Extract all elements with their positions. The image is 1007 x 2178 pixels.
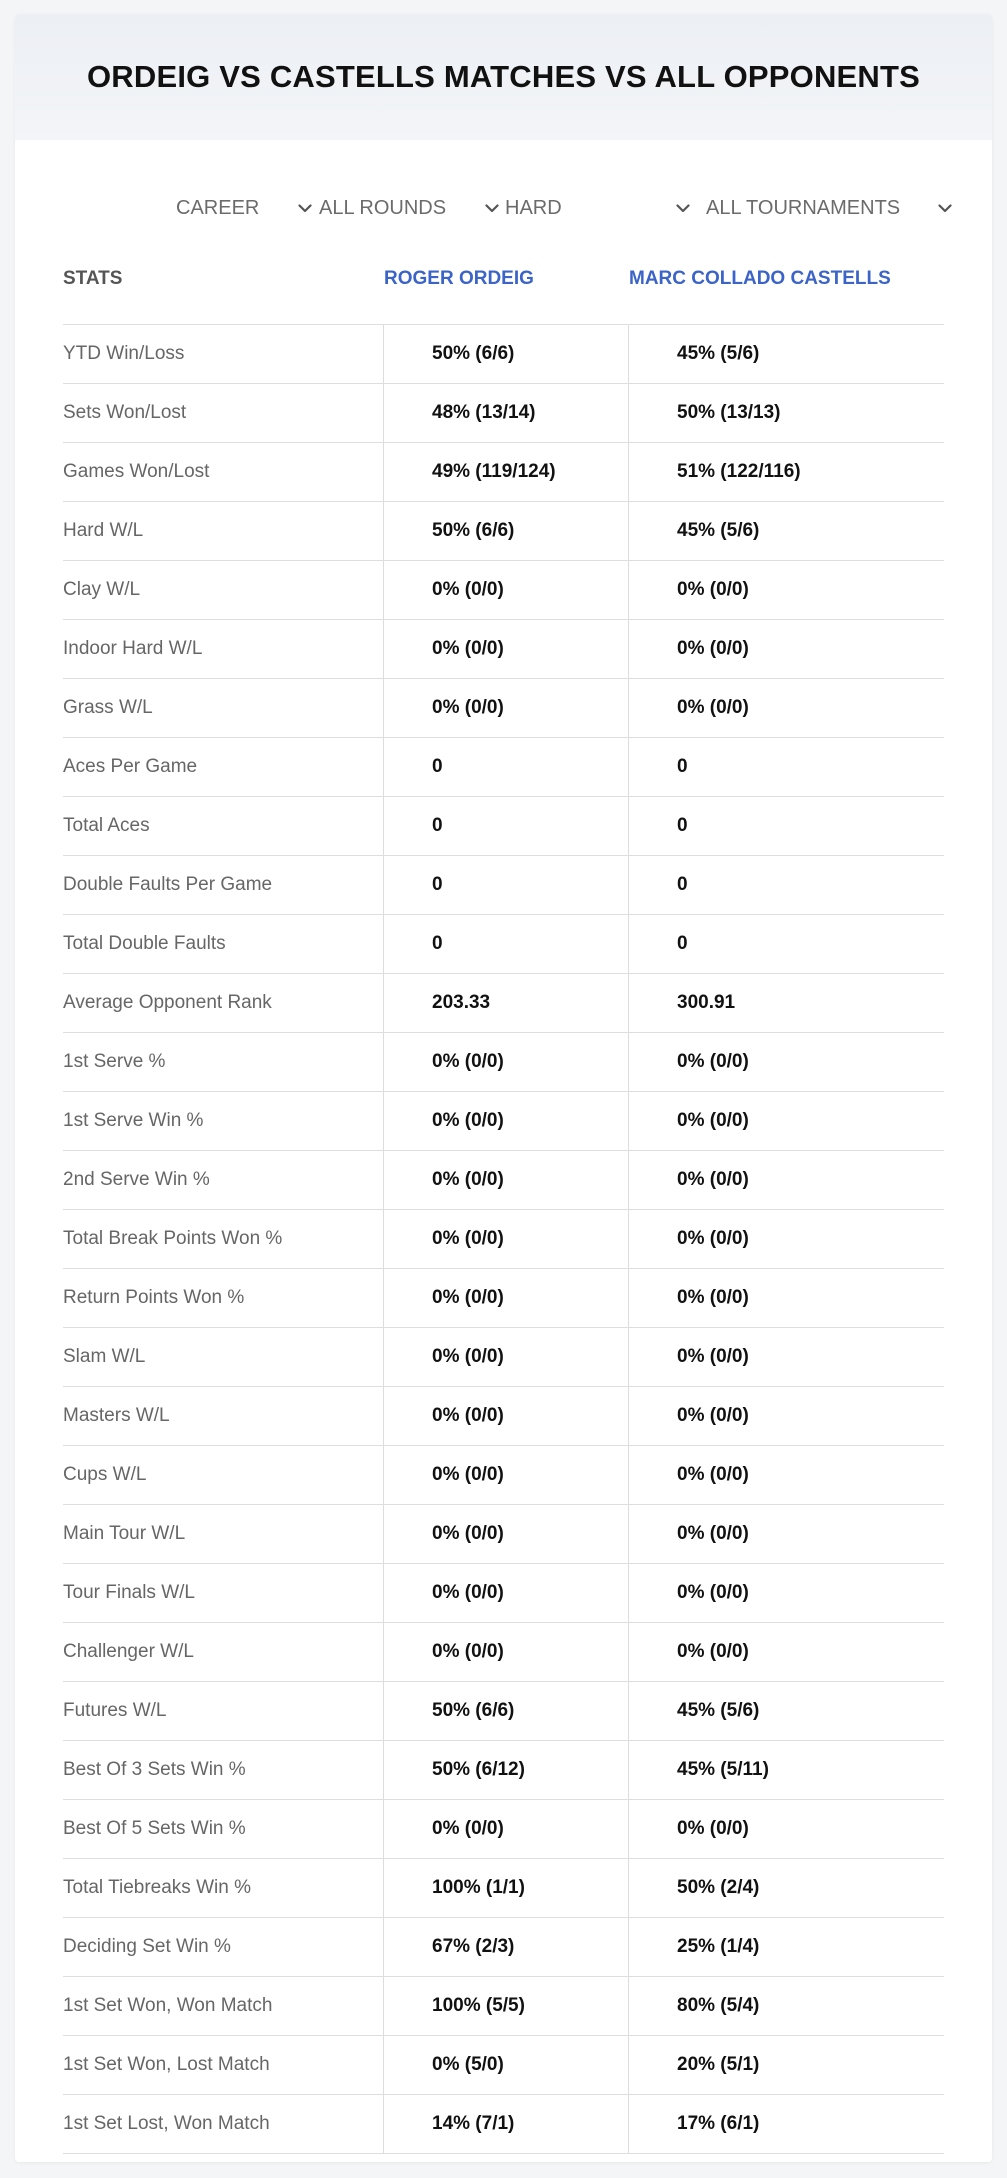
player2-value: 0% (0/0) bbox=[628, 1151, 944, 1209]
table-row bbox=[63, 1918, 944, 1977]
stat-label: YTD Win/Loss bbox=[63, 343, 185, 364]
player1-value: 0% (0/0) bbox=[383, 679, 628, 737]
card-header bbox=[15, 14, 992, 140]
player1-value: 50% (6/6) bbox=[383, 502, 628, 560]
table-row bbox=[63, 1977, 944, 2036]
stat-label: 1st Serve % bbox=[63, 1051, 166, 1072]
stat-label: Challenger W/L bbox=[63, 1641, 194, 1662]
player2-value: 0% (0/0) bbox=[628, 1623, 944, 1681]
stats-card bbox=[15, 14, 992, 2162]
stat-label: Aces Per Game bbox=[63, 756, 198, 777]
player2-value: 80% (5/4) bbox=[628, 1977, 944, 2035]
table-row bbox=[63, 620, 944, 679]
player2-value: 0 bbox=[628, 738, 944, 796]
table-row bbox=[63, 856, 944, 915]
stat-label: Total Aces bbox=[63, 815, 150, 836]
player1-value: 0% (0/0) bbox=[383, 1564, 628, 1622]
stat-label: Masters W/L bbox=[63, 1405, 170, 1426]
table-row bbox=[63, 1564, 944, 1623]
table-row bbox=[63, 561, 944, 620]
chevron-down-icon bbox=[937, 200, 953, 216]
player1-value: 50% (6/6) bbox=[383, 1682, 628, 1740]
player2-value: 50% (13/13) bbox=[628, 384, 944, 442]
player2-value: 0% (0/0) bbox=[628, 679, 944, 737]
stat-label: Clay W/L bbox=[63, 579, 141, 600]
player1-value: 0 bbox=[383, 856, 628, 914]
stat-label: Main Tour W/L bbox=[63, 1523, 186, 1544]
player2-value: 0 bbox=[628, 856, 944, 914]
stat-label: Futures W/L bbox=[63, 1700, 167, 1721]
filter-surface-label: HARD bbox=[505, 196, 562, 219]
table-row bbox=[63, 1741, 944, 1800]
player2-value: 45% (5/6) bbox=[628, 325, 944, 383]
table-row bbox=[63, 502, 944, 561]
player1-value: 0% (0/0) bbox=[383, 1387, 628, 1445]
filter-tournaments-label: ALL TOURNAMENTS bbox=[706, 196, 901, 219]
player1-value: 0 bbox=[383, 915, 628, 973]
stat-label: 1st Set Won, Won Match bbox=[63, 1995, 273, 2016]
player2-value: 0% (0/0) bbox=[628, 1033, 944, 1091]
player1-value: 14% (7/1) bbox=[383, 2095, 628, 2153]
table-row bbox=[63, 1623, 944, 1682]
player1-value: 0% (0/0) bbox=[383, 1151, 628, 1209]
player1-value: 48% (13/14) bbox=[383, 384, 628, 442]
table-row bbox=[63, 1092, 944, 1151]
filter-rounds-label: ALL ROUNDS bbox=[319, 196, 447, 219]
stat-label: Total Break Points Won % bbox=[63, 1228, 283, 1249]
stats-table bbox=[63, 240, 944, 2154]
player2-value: 0% (0/0) bbox=[628, 1505, 944, 1563]
filter-surface-select[interactable] bbox=[505, 188, 691, 228]
stat-label: Best Of 5 Sets Win % bbox=[63, 1818, 246, 1839]
stat-label: Hard W/L bbox=[63, 520, 144, 541]
filter-career-select[interactable] bbox=[176, 188, 313, 228]
player1-value: 0% (0/0) bbox=[383, 1328, 628, 1386]
table-row bbox=[63, 1033, 944, 1092]
page-title: ORDEIG VS CASTELLS MATCHES VS ALL OPPONENTS bbox=[86, 59, 921, 94]
table-row bbox=[63, 1446, 944, 1505]
stat-label: Double Faults Per Game bbox=[63, 874, 273, 895]
player2-value: 45% (5/6) bbox=[628, 1682, 944, 1740]
player2-value: 51% (122/116) bbox=[628, 443, 944, 501]
column-header-player2[interactable]: MARC COLLADO CASTELLS bbox=[629, 268, 891, 289]
player2-value: 0% (0/0) bbox=[628, 1092, 944, 1150]
player2-value: 45% (5/11) bbox=[628, 1741, 944, 1799]
stat-label: Games Won/Lost bbox=[63, 461, 210, 482]
column-header-player1[interactable]: ROGER ORDEIG bbox=[384, 268, 534, 289]
stat-label: Deciding Set Win % bbox=[63, 1936, 231, 1957]
filter-rounds-select[interactable] bbox=[319, 188, 500, 228]
stat-label: Grass W/L bbox=[63, 697, 153, 718]
player1-value: 0% (0/0) bbox=[383, 561, 628, 619]
player1-value: 0% (5/0) bbox=[383, 2036, 628, 2094]
table-row bbox=[63, 738, 944, 797]
stat-label: Total Double Faults bbox=[63, 933, 226, 954]
player2-value: 300.91 bbox=[628, 974, 944, 1032]
table-row bbox=[63, 1505, 944, 1564]
stat-label: 1st Serve Win % bbox=[63, 1110, 204, 1131]
stat-label: Best Of 3 Sets Win % bbox=[63, 1759, 246, 1780]
table-row bbox=[63, 1859, 944, 1918]
player1-value: 0% (0/0) bbox=[383, 1623, 628, 1681]
player2-value: 0% (0/0) bbox=[628, 1387, 944, 1445]
player1-value: 50% (6/12) bbox=[383, 1741, 628, 1799]
table-row bbox=[63, 384, 944, 443]
table-row bbox=[63, 679, 944, 738]
player2-value: 0% (0/0) bbox=[628, 561, 944, 619]
player2-value: 45% (5/6) bbox=[628, 502, 944, 560]
player2-value: 0 bbox=[628, 915, 944, 973]
player1-value: 0% (0/0) bbox=[383, 620, 628, 678]
column-header-stats: STATS bbox=[63, 268, 123, 289]
table-row bbox=[63, 1269, 944, 1328]
stat-label: Tour Finals W/L bbox=[63, 1582, 195, 1603]
table-body bbox=[63, 325, 944, 2154]
filter-career-label: CAREER bbox=[176, 196, 260, 219]
stat-label: 2nd Serve Win % bbox=[63, 1169, 210, 1190]
chevron-down-icon bbox=[297, 200, 313, 216]
table-row bbox=[63, 1328, 944, 1387]
player1-value: 0% (0/0) bbox=[383, 1210, 628, 1268]
stat-label: Average Opponent Rank bbox=[63, 992, 272, 1013]
player2-value: 0% (0/0) bbox=[628, 1210, 944, 1268]
player1-value: 203.33 bbox=[383, 974, 628, 1032]
player2-value: 25% (1/4) bbox=[628, 1918, 944, 1976]
table-header bbox=[63, 240, 944, 325]
player2-value: 0% (0/0) bbox=[628, 1269, 944, 1327]
table-row bbox=[63, 443, 944, 502]
player1-value: 0% (0/0) bbox=[383, 1446, 628, 1504]
table-row bbox=[63, 1151, 944, 1210]
table-row bbox=[63, 2095, 944, 2154]
stat-label: Slam W/L bbox=[63, 1346, 146, 1367]
player2-value: 0% (0/0) bbox=[628, 1328, 944, 1386]
table-row bbox=[63, 1387, 944, 1446]
player1-value: 0% (0/0) bbox=[383, 1505, 628, 1563]
player1-value: 67% (2/3) bbox=[383, 1918, 628, 1976]
player1-value: 50% (6/6) bbox=[383, 325, 628, 383]
player1-value: 100% (5/5) bbox=[383, 1977, 628, 2035]
chevron-down-icon bbox=[675, 200, 691, 216]
table-row bbox=[63, 797, 944, 856]
player2-value: 50% (2/4) bbox=[628, 1859, 944, 1917]
table-row bbox=[63, 974, 944, 1033]
player1-value: 0% (0/0) bbox=[383, 1269, 628, 1327]
player2-value: 20% (5/1) bbox=[628, 2036, 944, 2094]
filter-tournaments-select[interactable] bbox=[706, 188, 953, 228]
player1-value: 0% (0/0) bbox=[383, 1092, 628, 1150]
stat-label: Total Tiebreaks Win % bbox=[63, 1877, 251, 1898]
player1-value: 0 bbox=[383, 738, 628, 796]
stat-label: 1st Set Won, Lost Match bbox=[63, 2054, 270, 2075]
stat-label: Indoor Hard W/L bbox=[63, 638, 203, 659]
player2-value: 0% (0/0) bbox=[628, 620, 944, 678]
player2-value: 0% (0/0) bbox=[628, 1564, 944, 1622]
table-row bbox=[63, 1800, 944, 1859]
stat-label: 1st Set Lost, Won Match bbox=[63, 2113, 270, 2134]
table-row bbox=[63, 2036, 944, 2095]
player1-value: 0% (0/0) bbox=[383, 1800, 628, 1858]
stat-label: Sets Won/Lost bbox=[63, 402, 187, 423]
stat-label: Cups W/L bbox=[63, 1464, 147, 1485]
table-row bbox=[63, 915, 944, 974]
player2-value: 17% (6/1) bbox=[628, 2095, 944, 2153]
filter-bar bbox=[15, 188, 992, 228]
player2-value: 0% (0/0) bbox=[628, 1446, 944, 1504]
player1-value: 0% (0/0) bbox=[383, 1033, 628, 1091]
table-row bbox=[63, 1210, 944, 1269]
player1-value: 0 bbox=[383, 797, 628, 855]
player1-value: 100% (1/1) bbox=[383, 1859, 628, 1917]
chevron-down-icon bbox=[484, 200, 500, 216]
player1-value: 49% (119/124) bbox=[383, 443, 628, 501]
player2-value: 0% (0/0) bbox=[628, 1800, 944, 1858]
player2-value: 0 bbox=[628, 797, 944, 855]
stat-label: Return Points Won % bbox=[63, 1287, 245, 1308]
table-row bbox=[63, 1682, 944, 1741]
table-row bbox=[63, 325, 944, 384]
